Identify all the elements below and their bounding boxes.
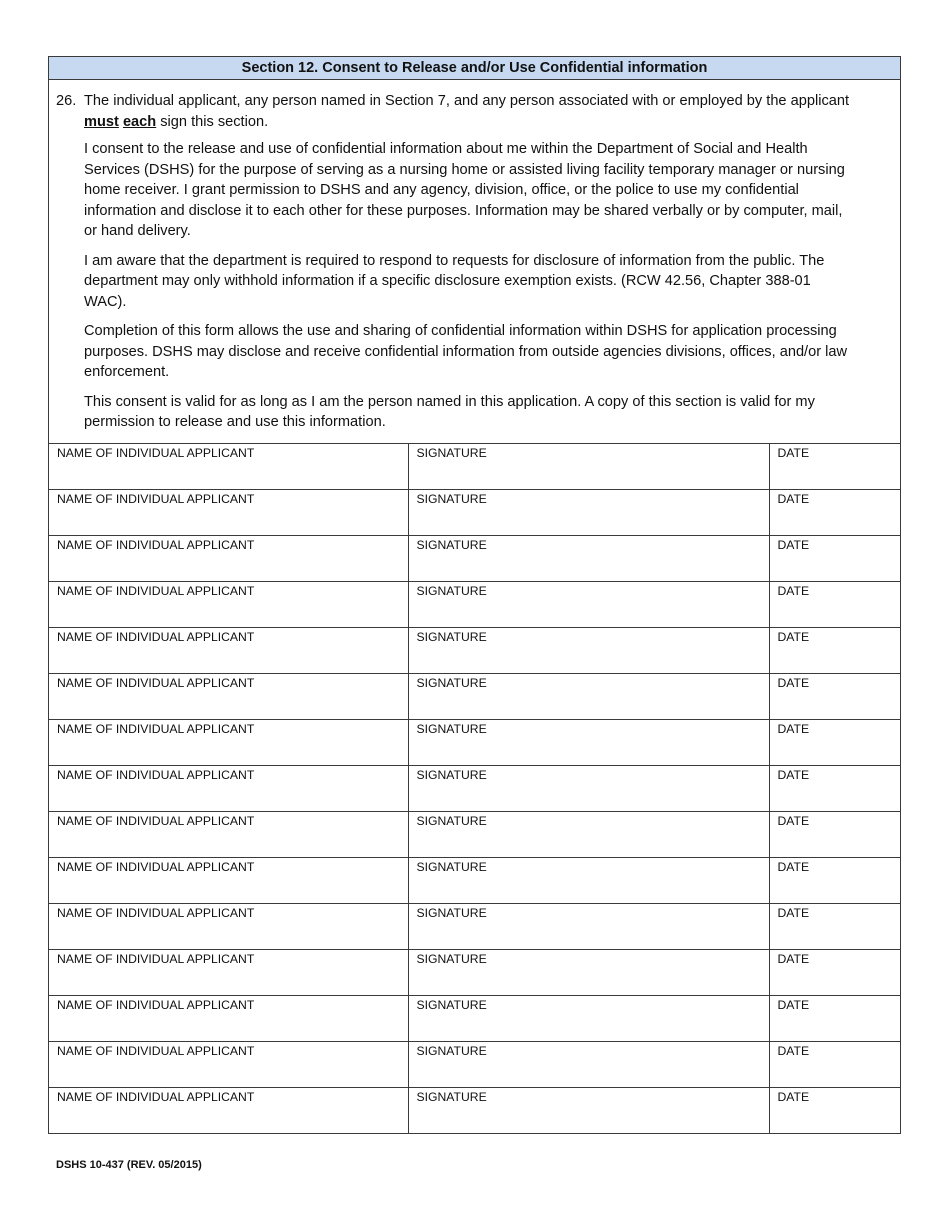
date-field[interactable] (769, 1041, 900, 1087)
applicant-name-field[interactable] (49, 489, 408, 535)
signature-field[interactable] (408, 673, 769, 719)
signature-field[interactable] (408, 581, 769, 627)
date-field-label: DATE (777, 583, 810, 598)
item-text-before: The individual applicant, any person named in Section 7, and any person associated with or employed by the applicant (84, 93, 850, 109)
applicant-name-field-label: NAME OF INDIVIDUAL APPLICANT (57, 905, 255, 920)
applicant-name-field-label: NAME OF INDIVIDUAL APPLICANT (57, 997, 255, 1012)
date-field[interactable] (769, 443, 900, 489)
applicant-name-field[interactable] (49, 1087, 408, 1133)
applicant-name-field[interactable] (49, 903, 408, 949)
applicant-name-field-label: NAME OF INDIVIDUAL APPLICANT (57, 721, 255, 736)
date-field[interactable] (769, 811, 900, 857)
applicant-name-field-label: NAME OF INDIVIDUAL APPLICANT (57, 537, 255, 552)
date-field-label: DATE (777, 813, 810, 828)
applicant-name-field[interactable] (49, 719, 408, 765)
signature-field[interactable] (408, 811, 769, 857)
signature-field[interactable] (408, 627, 769, 673)
item-text-after: sign this section. (156, 113, 269, 130)
item-number: 26. (56, 93, 77, 109)
signature-row (49, 1087, 900, 1133)
signature-field[interactable] (408, 1087, 769, 1133)
applicant-name-field-label: NAME OF INDIVIDUAL APPLICANT (57, 445, 255, 460)
date-field[interactable] (769, 1087, 900, 1133)
signature-field-label: SIGNATURE (416, 629, 487, 644)
date-field[interactable] (769, 489, 900, 535)
applicant-name-field[interactable] (49, 811, 408, 857)
applicant-name-field-label: NAME OF INDIVIDUAL APPLICANT (57, 1043, 255, 1058)
disclosure-paragraph: I am aware that the department is required to respond to requests for disclosure of information from the public. The department may only withhold information if a specific disclosure exemption exists. (RCW 42.56, Chapter 388-01 WAC). (84, 252, 825, 310)
consent-text (49, 80, 900, 443)
item-26 (56, 91, 856, 132)
signature-row (49, 995, 900, 1041)
signature-field[interactable] (408, 995, 769, 1041)
signature-field[interactable] (408, 443, 769, 489)
date-field-label: DATE (777, 721, 810, 736)
validity-paragraph: This consent is valid for as long as I am the person named in this application. A copy of this section is valid for my permission to release and use this information. (84, 393, 815, 430)
signature-row (49, 581, 900, 627)
date-field[interactable] (769, 903, 900, 949)
signature-row (49, 903, 900, 949)
applicant-name-field[interactable] (49, 581, 408, 627)
signature-row (49, 627, 900, 673)
date-field[interactable] (769, 995, 900, 1041)
signature-field-label: SIGNATURE (416, 905, 487, 920)
applicant-name-field-label: NAME OF INDIVIDUAL APPLICANT (57, 813, 255, 828)
form-number: DSHS 10-437 (REV. 05/2015) (56, 1159, 202, 1171)
applicant-name-field-label: NAME OF INDIVIDUAL APPLICANT (57, 859, 255, 874)
applicant-name-field-label: NAME OF INDIVIDUAL APPLICANT (57, 1089, 255, 1104)
date-field-label: DATE (777, 1089, 810, 1104)
date-field-label: DATE (777, 767, 810, 782)
date-field-label: DATE (777, 1043, 810, 1058)
date-field-label: DATE (777, 997, 810, 1012)
signature-field-label: SIGNATURE (416, 767, 487, 782)
applicant-name-field[interactable] (49, 443, 408, 489)
applicant-name-field[interactable] (49, 949, 408, 995)
date-field[interactable] (769, 857, 900, 903)
signature-field-label: SIGNATURE (416, 445, 487, 460)
signature-row (49, 765, 900, 811)
date-field-label: DATE (777, 629, 810, 644)
sharing-paragraph: Completion of this form allows the use and sharing of confidential information within DSHS for application processing purposes. DSHS may disclose and receive confidential information from outside agencies divisions, offices, and/or law enforcement. (84, 323, 848, 380)
date-field[interactable] (769, 765, 900, 811)
signature-field[interactable] (408, 489, 769, 535)
signature-row (49, 857, 900, 903)
signature-field-label: SIGNATURE (416, 721, 487, 736)
date-field[interactable] (769, 627, 900, 673)
date-field-label: DATE (777, 537, 810, 552)
date-field[interactable] (769, 719, 900, 765)
signature-row (49, 489, 900, 535)
date-field-label: DATE (777, 491, 810, 506)
date-field-label: DATE (777, 675, 810, 690)
date-field-label: DATE (777, 859, 810, 874)
signature-field-label: SIGNATURE (416, 1043, 487, 1058)
signature-field[interactable] (408, 765, 769, 811)
date-field-label: DATE (777, 905, 810, 920)
signature-field-label: SIGNATURE (416, 1089, 487, 1104)
signature-row (49, 443, 900, 489)
applicant-name-field[interactable] (49, 857, 408, 903)
signature-row (49, 811, 900, 857)
section-header (49, 57, 900, 80)
signature-field-label: SIGNATURE (416, 675, 487, 690)
emphasis-must: must (84, 113, 119, 130)
signature-row (49, 1041, 900, 1087)
signature-row (49, 949, 900, 995)
applicant-name-field[interactable] (49, 765, 408, 811)
applicant-name-field[interactable] (49, 673, 408, 719)
signature-field[interactable] (408, 1041, 769, 1087)
date-field[interactable] (769, 949, 900, 995)
applicant-name-field-label: NAME OF INDIVIDUAL APPLICANT (57, 491, 255, 506)
applicant-name-field-label: NAME OF INDIVIDUAL APPLICANT (57, 629, 255, 644)
applicant-name-field[interactable] (49, 535, 408, 581)
signature-field-label: SIGNATURE (416, 997, 487, 1012)
signature-field[interactable] (408, 949, 769, 995)
date-field[interactable] (769, 673, 900, 719)
signature-field-label: SIGNATURE (416, 951, 487, 966)
signature-field-label: SIGNATURE (416, 583, 487, 598)
signature-field[interactable] (408, 719, 769, 765)
signature-field[interactable] (408, 535, 769, 581)
signature-row (49, 673, 900, 719)
signature-field-label: SIGNATURE (416, 859, 487, 874)
consent-paragraph: I consent to the release and use of confidential information about me within the Department of Social and Health Services (DSHS) for the purpose of serving as a nursing home or assisted living facility temporary manager or nursing home receiver. I grant permission to DSHS and any agency, division, office, or the police to use my confidential information and disclose it to each other for these purposes. Information may be shared verbally or by computer, mail, or hand delivery. (84, 141, 845, 239)
applicant-name-field-label: NAME OF INDIVIDUAL APPLICANT (57, 675, 255, 690)
date-field[interactable] (769, 581, 900, 627)
signature-table (49, 443, 900, 1134)
applicant-name-field-label: NAME OF INDIVIDUAL APPLICANT (57, 767, 255, 782)
signature-row (49, 535, 900, 581)
signature-field[interactable] (408, 857, 769, 903)
signature-field-label: SIGNATURE (416, 491, 487, 506)
applicant-name-field[interactable] (49, 995, 408, 1041)
applicant-name-field-label: NAME OF INDIVIDUAL APPLICANT (57, 583, 255, 598)
date-field-label: DATE (777, 951, 810, 966)
signature-field[interactable] (408, 903, 769, 949)
emphasis-each: each (122, 113, 157, 130)
applicant-name-field-label: NAME OF INDIVIDUAL APPLICANT (57, 951, 255, 966)
section-title: Section 12. Consent to Release and/or Use Confidential information (241, 60, 708, 76)
date-field[interactable] (769, 535, 900, 581)
date-field-label: DATE (777, 445, 810, 460)
signature-field-label: SIGNATURE (416, 813, 487, 828)
signature-row (49, 719, 900, 765)
applicant-name-field[interactable] (49, 627, 408, 673)
signature-field-label: SIGNATURE (416, 537, 487, 552)
consent-form (48, 56, 901, 1134)
applicant-name-field[interactable] (49, 1041, 408, 1087)
